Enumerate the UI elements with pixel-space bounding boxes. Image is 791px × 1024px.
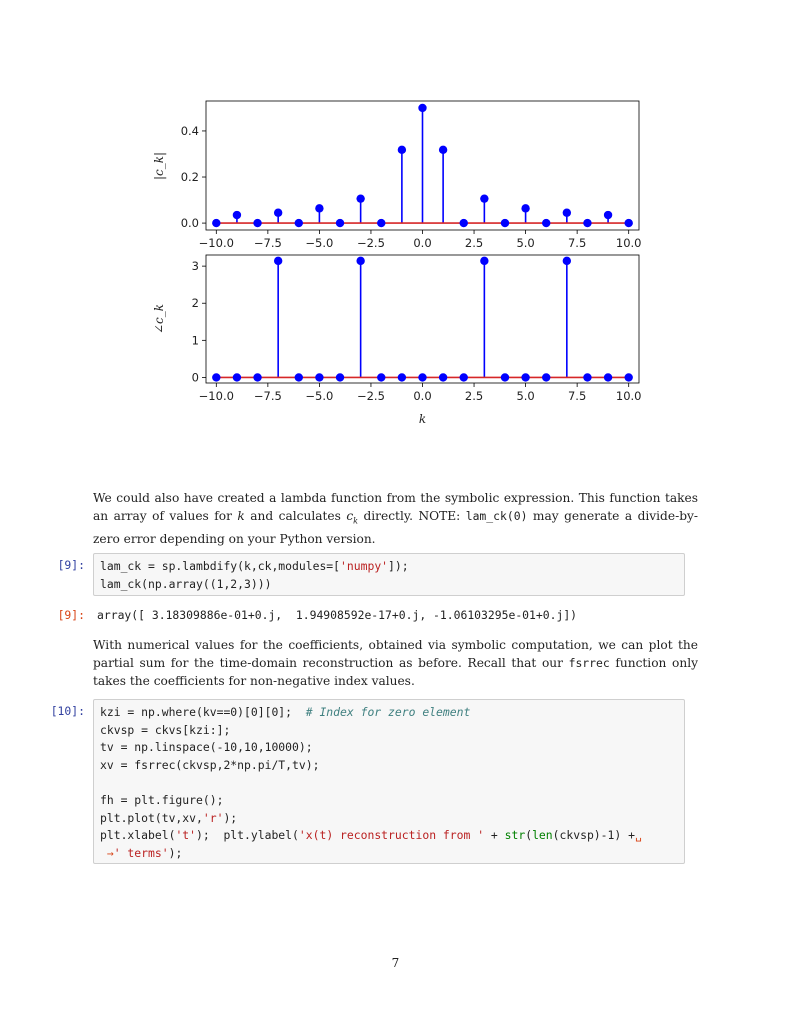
code-cell-10[interactable] bbox=[93, 699, 685, 864]
stem-marker bbox=[212, 219, 220, 227]
stem-marker bbox=[604, 211, 612, 219]
stem-marker bbox=[542, 219, 550, 227]
y-tick-label: 0.4 bbox=[180, 123, 199, 138]
stem-marker bbox=[521, 204, 529, 212]
x-tick-label: −2.5 bbox=[356, 236, 385, 250]
x-tick-label: −10.0 bbox=[198, 236, 234, 250]
stem-marker bbox=[480, 194, 488, 202]
stem-marker bbox=[295, 373, 303, 381]
x-tick-label: −5.0 bbox=[305, 236, 334, 250]
stem-marker bbox=[480, 257, 488, 265]
x-tick-label: 0.0 bbox=[413, 389, 432, 403]
stem-marker bbox=[542, 373, 550, 381]
x-tick-label: 2.5 bbox=[464, 389, 484, 403]
x-tick-label: 7.5 bbox=[567, 236, 587, 250]
stem-marker bbox=[418, 104, 426, 112]
code-line: xv = fsrrec(ckvsp,2*np.pi/T,tv); bbox=[100, 757, 320, 772]
x-axis-label: k bbox=[418, 412, 427, 426]
stem-marker bbox=[356, 194, 364, 202]
input-prompt-10: [10]: bbox=[50, 704, 85, 718]
stem-marker bbox=[624, 219, 632, 227]
code-string: 'x(t) reconstruction from ' bbox=[298, 828, 485, 843]
stem-marker bbox=[336, 373, 344, 381]
inline-code: lam_ck(0) bbox=[465, 509, 528, 523]
code-token: ); plt.ylabel( bbox=[196, 828, 299, 843]
stem-marker bbox=[460, 219, 468, 227]
code-token: kzi = np.where(kv==0)[0][0]; bbox=[100, 705, 306, 719]
code-line: ckvsp = ckvs[kzi:]; bbox=[100, 722, 231, 737]
y-tick-label: 0 bbox=[191, 370, 199, 385]
stem-marker bbox=[315, 373, 323, 381]
x-tick-label: 2.5 bbox=[464, 236, 484, 250]
stem-figure bbox=[0, 0, 791, 440]
code-comment: # Index for zero element bbox=[305, 705, 471, 719]
x-tick-label: 10.0 bbox=[615, 389, 642, 403]
code-cell-9[interactable] bbox=[93, 553, 685, 596]
x-tick-label: −7.5 bbox=[253, 389, 282, 403]
stem-marker bbox=[212, 373, 220, 381]
stem-marker bbox=[501, 373, 509, 381]
math-k: k bbox=[237, 509, 245, 523]
line-wrap-marker: ␣ bbox=[634, 828, 642, 843]
output-text-9: array([ 3.18309886e-01+0.j, 1.94908592e-17+0.j, -1.06103295e-01+0.j]) bbox=[97, 608, 578, 622]
stem-marker bbox=[563, 209, 571, 217]
y-tick-label: 3 bbox=[191, 259, 199, 274]
y-tick-label: 0.2 bbox=[180, 170, 199, 185]
stem-marker bbox=[604, 373, 612, 381]
x-tick-label: 5.0 bbox=[516, 389, 535, 403]
stem-marker bbox=[418, 373, 426, 381]
stem-plots-svg bbox=[0, 0, 791, 440]
stem-marker bbox=[377, 373, 385, 381]
code-line: tv = np.linspace(-10,10,10000); bbox=[100, 740, 313, 755]
stem-marker bbox=[274, 209, 282, 217]
paragraph-reconstruction bbox=[93, 636, 698, 690]
x-tick-label: 7.5 bbox=[567, 389, 587, 403]
code-token: + bbox=[484, 828, 505, 843]
code-token: plt.plot(tv,xv, bbox=[100, 810, 203, 825]
stem-marker bbox=[624, 373, 632, 381]
page-number: 7 bbox=[391, 956, 400, 970]
y-tick-label: 2 bbox=[191, 296, 199, 311]
paragraph-text: may generate a divide-by-zero error depending on your Python version. bbox=[93, 509, 698, 547]
code-token: lam_ck = sp.lambdify(k,ck,modules=[ bbox=[100, 559, 341, 573]
stem-marker bbox=[398, 146, 406, 154]
stem-marker bbox=[398, 373, 406, 381]
math-ck-subscript: k bbox=[353, 516, 359, 526]
code-token: ( bbox=[525, 828, 533, 843]
stem-marker bbox=[583, 219, 591, 227]
x-tick-label: −10.0 bbox=[198, 389, 234, 403]
code-builtin: str bbox=[504, 828, 526, 843]
x-tick-label: 10.0 bbox=[615, 236, 642, 250]
code-line: fh = plt.figure(); bbox=[100, 792, 224, 807]
code-line: lam_ck(np.array((1,2,3))) bbox=[100, 576, 272, 591]
y-axis-label: |c_k| bbox=[152, 151, 166, 181]
input-prompt-9: [9]: bbox=[57, 558, 85, 572]
code-token: plt.xlabel( bbox=[100, 828, 176, 843]
stem-marker bbox=[563, 257, 571, 265]
stem-marker bbox=[439, 146, 447, 154]
x-tick-label: −7.5 bbox=[253, 236, 282, 250]
stem-marker bbox=[439, 373, 447, 381]
stem-marker bbox=[233, 211, 241, 219]
x-tick-label: 5.0 bbox=[516, 236, 535, 250]
code-string: 'r' bbox=[202, 810, 224, 825]
code-string: ' terms' bbox=[113, 845, 169, 860]
inline-code: fsrrec bbox=[568, 656, 610, 670]
y-axis-label: ∠c_k bbox=[152, 303, 166, 335]
stem-marker bbox=[315, 204, 323, 212]
code-token: ); bbox=[223, 810, 238, 825]
y-tick-label: 0.0 bbox=[180, 216, 199, 231]
stem-marker bbox=[253, 373, 261, 381]
stem-marker bbox=[521, 373, 529, 381]
math-ck: c bbox=[346, 509, 354, 523]
stem-marker bbox=[274, 257, 282, 265]
x-tick-label: −2.5 bbox=[356, 389, 385, 403]
code-builtin: len bbox=[532, 828, 553, 843]
code-token: (ckvsp)-1) + bbox=[552, 828, 635, 843]
stem-marker bbox=[253, 219, 261, 227]
paragraph-text: directly. NOTE: bbox=[358, 509, 466, 523]
stem-marker bbox=[295, 219, 303, 227]
paragraph-text: We could also have created a lambda function from the symbolic expression. This function takes an array of values for bbox=[93, 491, 698, 523]
plot-frame-2 bbox=[206, 255, 639, 383]
stem-marker bbox=[583, 373, 591, 381]
code-token: ); bbox=[168, 845, 183, 860]
stem-marker bbox=[377, 219, 385, 227]
stem-marker bbox=[460, 373, 468, 381]
output-prompt-9: [9]: bbox=[57, 608, 85, 622]
y-tick-label: 1 bbox=[191, 333, 199, 348]
stem-marker bbox=[336, 219, 344, 227]
code-string: 'numpy' bbox=[340, 559, 389, 573]
code-token: ]); bbox=[388, 559, 409, 573]
stem-marker bbox=[501, 219, 509, 227]
paragraph-text: With numerical values for the coefficients, obtained via symbolic computation, we can plot the partial sum for the time-domain reconstruction as before. Recall that our bbox=[93, 638, 698, 670]
paragraph-text: and calculates bbox=[244, 509, 347, 523]
code-string: 't' bbox=[175, 828, 197, 843]
stem-marker bbox=[356, 257, 364, 265]
stem-marker bbox=[233, 373, 241, 381]
paragraph-lambda bbox=[93, 489, 698, 548]
x-tick-label: 0.0 bbox=[413, 236, 432, 250]
line-continuation-arrow: → bbox=[106, 845, 114, 860]
paragraph-text: function only takes the coefficients for non-negative index values. bbox=[93, 656, 698, 688]
x-tick-label: −5.0 bbox=[305, 389, 334, 403]
